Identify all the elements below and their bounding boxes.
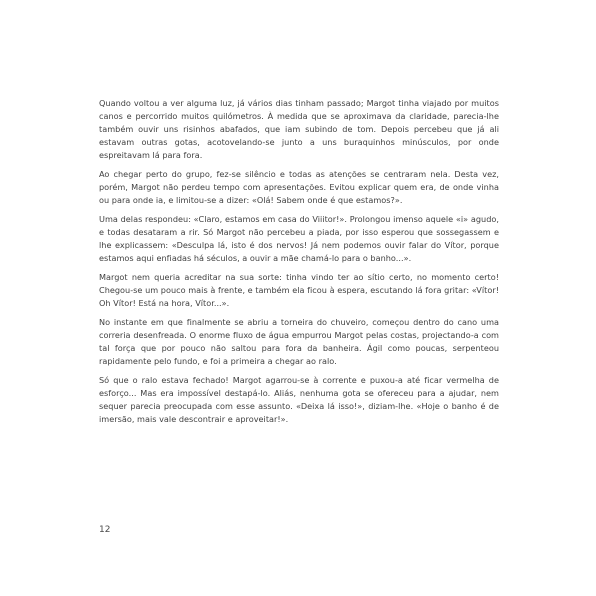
paragraph-4: Margot nem queria acreditar na sua sorte: tinha vindo ter ao sítio certo, no momento certo! Chegou-se um pouco mais à frente, e também ela ficou à espera, escutando lá fora gritar: «Vítor! Oh Vítor! Está na hora, Vítor...». (99, 272, 499, 308)
paragraph-3: Uma delas respondeu: «Claro, estamos em casa do Viiitor!». Prolongou imenso aquele «i» agudo, e todas desataram a rir. Só Margot não percebeu a piada, por isso esperou que sossegassem e lhe explicassem: «Desculpa lá, isto é dos nervos! Já nem podemos ouvir falar do Vítor, porque estamos aqui enfiadas há séculos, a ouvir a mãe chamá-lo para o banho...». (99, 214, 499, 263)
page-number: 12 (99, 525, 111, 535)
paragraph-2: Ao chegar perto do grupo, fez-se silêncio e todas as atenções se centraram nela. Desta vez, porém, Margot não perdeu tempo com apresentações. Evitou explicar quem era, de onde vinha ou para onde ia, e limitou-se a dizer: «Olá! Sabem onde é que estamos?». (99, 169, 499, 205)
story-text (99, 97, 499, 432)
paragraph-1: Quando voltou a ver alguma luz, já vários dias tinham passado; Margot tinha viajado por muitos canos e percorrido muitos quilómetros. À medida que se aproximava da claridade, parecia-lhe também ouvir uns risinhos abafados, que iam subindo de tom. Depois percebeu que já ali estavam outras gotas, acotovelando-se junto a uns buraquinhos minúsculos, por onde espreitavam lá para fora. (99, 98, 499, 160)
paragraph-6: Só que o ralo estava fechado! Margot agarrou-se à corrente e puxou-a até ficar vermelha de esforço... Mas era impossível destapá-lo. Aliás, nenhuma gota se ofereceu para a ajudar, nem sequer parecia preocupada com esse assunto. «Deixa lá isso!», diziam-lhe. «Hoje o banho é de imersão, mais vale descontrair e aproveitar!». (99, 375, 499, 424)
paragraph-5: No instante em que finalmente se abriu a torneira do chuveiro, começou dentro do cano uma correria desenfreada. O enorme fluxo de água empurrou Margot pelas costas, projectando-a com tal força que por pouco não saltou para fora da banheira. Ágil como poucas, serpenteou rapidamente pelo fundo, e foi a primeira a chegar ao ralo. (99, 317, 499, 366)
